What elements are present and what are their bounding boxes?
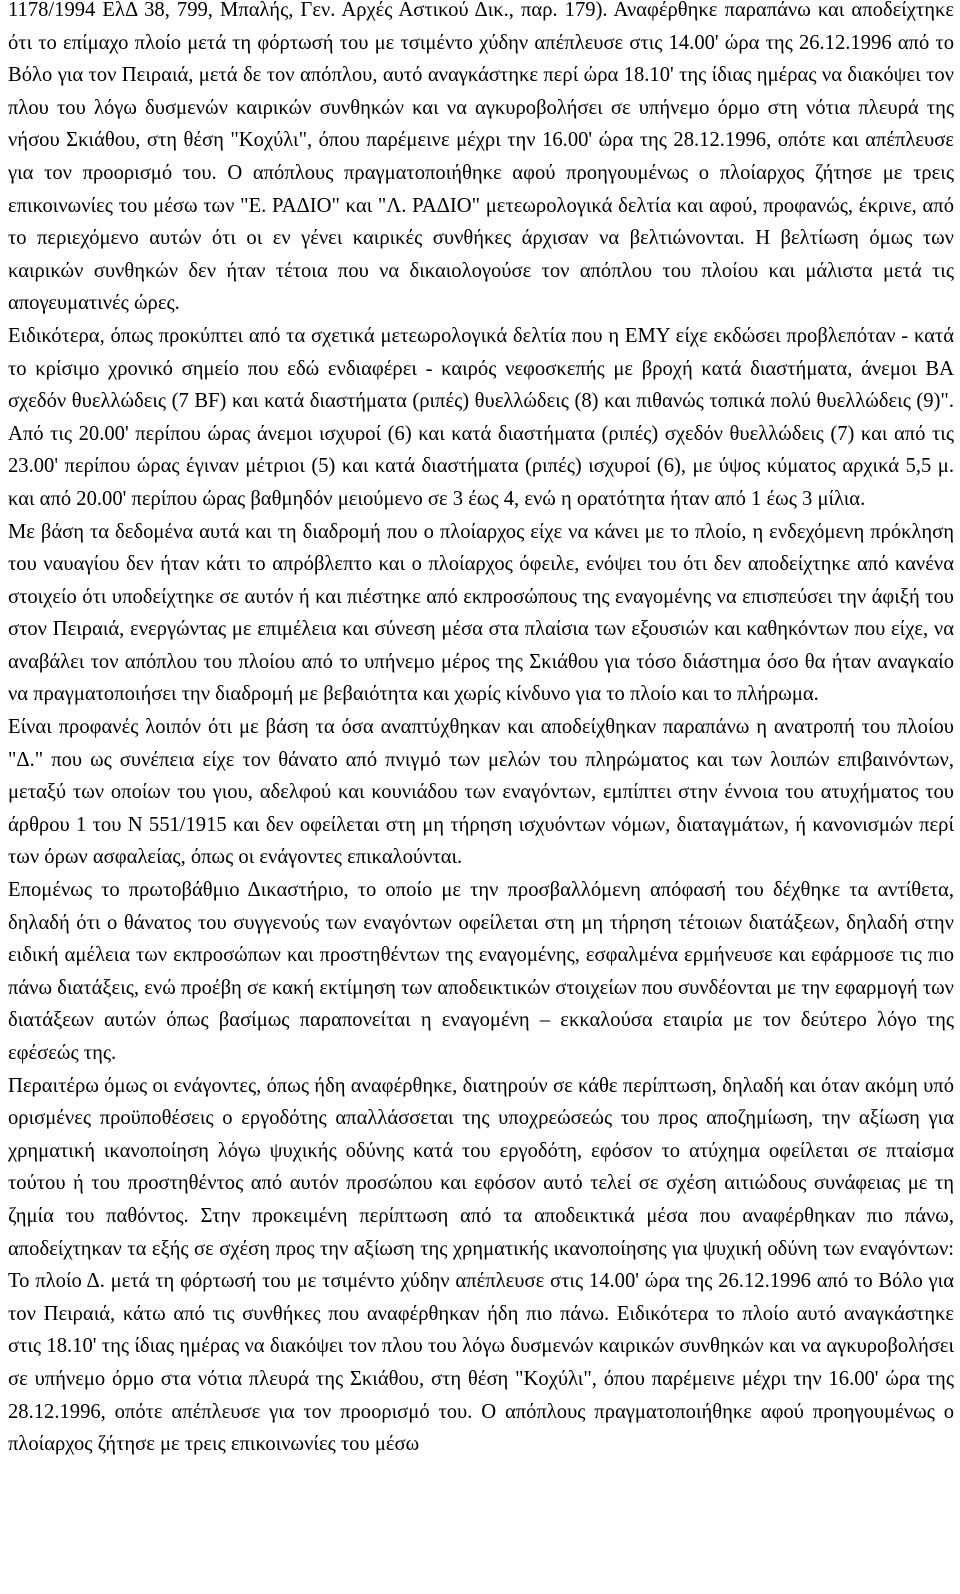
paragraph: Περαιτέρω όμως οι ενάγοντες, όπως ήδη αναφέρθηκε, διατηρούν σε κάθε περίπτωση, δηλαδή και όταν ακόμη υπό ορισμένες προϋποθέσεις ο εργοδότης απαλλάσσεται της υποχρεώσεώς του προς αποζημίωση, την αξίωση για χρηματική ικανοποίηση λόγω ψυχικής οδύνης κατά του εργοδότη, εφόσον το ατύχημα οφείλεται σε πταίσμα τούτου ή του προστηθέντος από αυτόν προσώπου και εφόσον αυτό τελεί σε σχέση αιτιώδους συνάφειας με τη ζημία του παθόντος. Στην προκειμένη περίπτωση από τα αποδεικτικά μέσα που αναφέρθηκαν πιο πάνω, αποδείχτηκαν τα εξής σε σχέση προς την αξίωση της χρηματικής ικανοποίησης για ψυχική οδύνη των εναγόντων: Το πλοίο Δ. μετά τη φόρτωσή του με τσιμέντο χύδην απέπλευσε στις 14.00' ώρα της 26.12.1996 από το Βόλο για τον Πειραιά, κάτω από τις συνθήκες που αναφέρθηκαν ήδη πιο πάνω. Ειδικότερα το πλοίο αυτό αναγκάστηκε στις 18.10' της ίδιας ημέρας να διακόψει τον πλου του λόγω δυσμενών καιρικών συνθηκών και να αγκυροβολήσει σε υπήνεμο όρμο στα νότια πλευρά της Σκιάθου, στη θέση "Κοχύλι", όπου παρέμεινε μέχρι την 16.00' ώρα της 28.12.1996, οπότε απέπλευσε για τον προορισμό του. Ο απόπλους πραγματοποιήθηκε αφού προηγουμένως ο πλοίαρχος ζήτησε με τρεις επικοινωνίες του μέσω [8,1074,954,1456]
paragraph: Ειδικότερα, όπως προκύπτει από τα σχετικά μετεωρολογικά δελτία που η ΕΜΥ είχε εκδώσει προβλεπόταν - κατά το κρίσιμο χρονικό σημείο που εδώ ενδιαφέρει - καιρός νεφοσκεπής με βροχή κατά διαστήματα, άνεμοι ΒΑ σχεδόν θυελλώδεις (7 BF) και κατά διαστήματα (ριπές) θυελλώδεις (8) και πιθανώς τοπικά πολύ θυελλώδεις (9)". Από τις 20.00' περίπου ώρας άνεμοι ισχυροί (6) και κατά διαστήματα (ριπές) σχεδόν θυελλώδεις (7) και από τις 23.00' περίπου ώρας έγιναν μέτριοι (5) και κατά διαστήματα (ριπές) ισχυροί (6), με ύψος κύματος αρχικά 5,5 μ. και από 20.00' περίπου ώρας βαθμηδόν μειούμενο σε 3 έως 4, ενώ η ορατότητα ήταν από 1 έως 3 μίλια. [8,324,954,510]
paragraph: Είναι προφανές λοιπόν ότι με βάση τα όσα αναπτύχθηκαν και αποδείχθηκαν παραπάνω η ανατροπή του πλοίου "Δ." που ως συνέπεια είχε τον θάνατο από πνιγμό των μελών του πληρώματος και των λοιπών επιβαινόντων, μεταξύ των οποίων του γιου, αδελφού και κουνιάδου των εναγόντων, εμπίπτει στην έννοια του ατυχήματος του άρθρου 1 του Ν 551/1915 και δεν οφείλεται στη μη τήρηση ισχυόντων νόμων, διαταγμάτων, ή κανονισμών περί των όρων ασφαλείας, όπως οι ενάγοντες επικαλούνται. [8,716,954,869]
paragraph: Επομένως το πρωτοβάθμιο Δικαστήριο, το οποίο με την προσβαλλόμενη απόφασή του δέχθηκε τα αντίθετα, δηλαδή ότι ο θάνατος του συγγενούς των εναγόντων οφείλεται στη μη τήρηση τέτοιων διατάξεων, δηλαδή στην ειδική αμέλεια των εκπροσώπων και προστηθέντων της εναγομένης, εσφαλμένα ερμήνευσε και εφάρμοσε τις πιο πάνω διατάξεις, ενώ προέβη σε κακή εκτίμηση των αποδεικτικών στοιχείων που συνδέονται με την εφαρμογή των διατάξεων αυτών όπως βασίμως παραπονείται η εναγομένη – εκκαλούσα εταιρία με τον δεύτερο λόγο της εφέσεώς της. [8,879,954,1064]
paragraph: 1178/1994 ΕλΔ 38, 799, Μπαλής, Γεν. Αρχές Αστικού Δικ., παρ. 179). Αναφέρθηκε παραπάνω και αποδείχτηκε ότι το επίμαχο πλοίο μετά τη φόρτωσή του με τσιμέντο χύδην απέπλευσε στις 14.00' ώρα της 26.12.1996 από το Βόλο για τον Πειραιά, μετά δε τον απόπλου, αυτό αναγκάστηκε περί ώρα 18.10' της ίδιας ημέρας να διακόψει τον πλου του λόγω δυσμενών καιρικών συνθηκών και να αγκυροβολήσει σε υπήνεμο όρμο στη νότια πλευρά της νήσου Σκιάθου, στη θέση "Κοχύλι", όπου παρέμεινε μέχρι την 16.00' ώρα της 28.12.1996, οπότε και απέπλευσε για τον προορισμό του. Ο απόπλους πραγματοποιήθηκε αφού προηγουμένως ο πλοίαρχος ζήτησε με τρεις επικοινωνίες του μέσω των "Ε. ΡΑΔΙΟ" και "Λ. ΡΑΔΙΟ" μετεωρολογικά δελτία και αφού, προφανώς, έκρινε, από το περιεχόμενο αυτών ότι οι εν γένει καιρικές συνθήκες άρχισαν να βελτιώνονται. Η βελτίωση όμως των καιρικών συνθηκών δεν ήταν τέτοια που να δικαιολογούσε τον απόπλου του πλοίου και μάλιστα μετά τις απογευματινές ώρες. [8,0,954,315]
paragraph: Με βάση τα δεδομένα αυτά και τη διαδρομή που ο πλοίαρχος είχε να κάνει με το πλοίο, η ενδεχόμενη πρόκληση του ναυαγίου δεν ήταν κάτι το απρόβλεπτο και ο πλοίαρχος όφειλε, ενόψει του ότι δεν αποδείχτηκε από κανένα στοιχείο ότι υποδείχτηκε σε αυτόν ή και πιέστηκε από εκπροσώπους της εναγομένης να επισπεύσει την άφιξή του στον Πειραιά, ενεργώντας με επιμέλεια και σύνεση μέσα στα πλαίσια των εξουσιών και καθηκόντων που είχε, να αναβάλει τον απόπλου του πλοίου από το υπήνεμο μέρος της Σκιάθου για τόσο διάστημα όσο θα ήταν αναγκαίο να πραγματοποιήσει την διαδρομή με βεβαιότητα και χωρίς κίνδυνο για το πλοίο και το πλήρωμα. [8,520,954,706]
